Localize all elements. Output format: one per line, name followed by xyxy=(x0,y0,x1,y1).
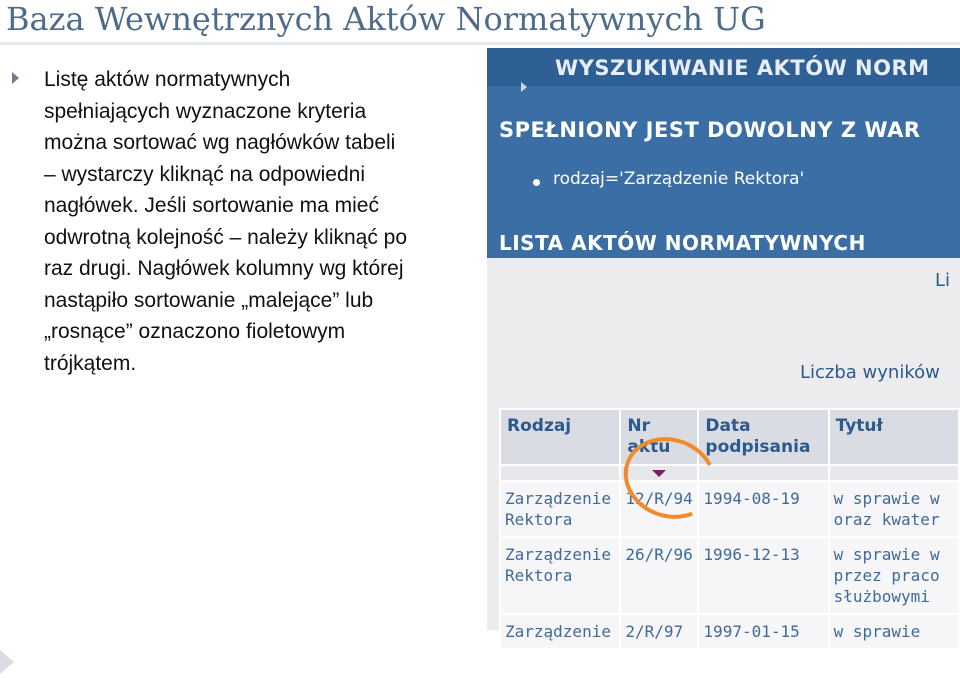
table-row xyxy=(500,481,959,537)
cell-text: w sprawie w przez praco służbowymi xyxy=(833,545,940,606)
paragraph-line: nagłówek. Jeśli sortowanie ma mieć xyxy=(44,194,379,217)
results-table xyxy=(499,408,960,650)
cell-date: 1996-12-13 xyxy=(698,537,828,614)
list-heading: LISTA AKTÓW NORMATYWNYCH xyxy=(499,231,866,255)
table-row xyxy=(500,614,959,649)
cell-title[interactable] xyxy=(829,537,959,614)
cell-rodzaj[interactable] xyxy=(500,537,620,614)
cell-text: Zarządzenie Rektora xyxy=(505,489,611,529)
criterion-bullet-icon xyxy=(533,179,540,186)
title-divider xyxy=(0,42,960,45)
criterion-text: rodzaj='Zarządzenie Rektora' xyxy=(553,169,805,189)
description-paragraph xyxy=(44,64,484,379)
column-header-tytul[interactable]: Tytuł xyxy=(829,409,959,465)
column-header-data-podpisania[interactable] xyxy=(698,409,828,465)
cell-text: Zarządzenie Rektora xyxy=(505,545,611,585)
data-podpisania-label: Data podpisania xyxy=(705,416,811,457)
sort-cell xyxy=(500,465,620,481)
paragraph-line: – wystarczy kliknąć na odpowiedni xyxy=(44,162,365,186)
paragraph-line: odwrotną kolejność – należy kliknąć po xyxy=(44,225,408,249)
cell-date: 1994-08-19 xyxy=(698,481,828,537)
expand-arrow-icon[interactable] xyxy=(521,82,527,92)
column-header-rodzaj[interactable]: Rodzaj xyxy=(500,409,620,465)
slide-title: Baza Wewnętrznych Aktów Normatywnych UG xyxy=(6,0,766,38)
sort-cell xyxy=(829,465,959,481)
cell-nr[interactable]: 26/R/96 xyxy=(620,537,698,614)
cell-nr[interactable]: 2/R/97 xyxy=(620,614,698,649)
cell-text: w sprawie w oraz kwater xyxy=(833,489,940,529)
bullet-arrow-icon xyxy=(12,72,19,84)
cell-nr[interactable]: 12/R/94 xyxy=(620,481,698,537)
nr-aktu-label: Nr aktu xyxy=(627,416,671,457)
cell-title[interactable] xyxy=(829,481,959,537)
cell-date: 1997-01-15 xyxy=(698,614,828,649)
sort-indicator-row xyxy=(500,465,959,481)
embedded-screenshot xyxy=(487,48,960,641)
criteria-heading: SPEŁNIONY JEST DOWOLNY Z WAR xyxy=(499,118,921,142)
limit-link[interactable]: Li xyxy=(935,270,951,291)
table-row xyxy=(500,537,959,614)
sort-cell xyxy=(698,465,828,481)
cell-rodzaj[interactable] xyxy=(500,481,620,537)
cell-rodzaj[interactable]: Zarządzenie xyxy=(500,614,620,649)
paragraph-line: raz drugi. Nagłówek kolumny wg której xyxy=(44,257,404,280)
paragraph-line: można sortować wg nagłówków tabeli xyxy=(44,131,396,154)
paragraph-line: trójkątem. xyxy=(44,351,137,375)
cell-title[interactable]: w sprawie xyxy=(829,614,959,649)
paragraph-line: „rosnące” oznaczono fioletowym xyxy=(44,320,346,343)
paragraph-line: spełniających wyznaczone kryteria xyxy=(44,99,367,123)
paragraph-line: nastąpiło sortowanie „malejące” lub xyxy=(44,288,374,312)
paragraph-line: Listę aktów normatywnych xyxy=(44,68,291,91)
results-count: Liczba wyników xyxy=(800,362,940,383)
nav-arrow-icon[interactable] xyxy=(0,650,14,674)
search-heading: WYSZUKIWANIE AKTÓW NORM xyxy=(555,56,930,80)
table-header-row xyxy=(500,409,959,465)
